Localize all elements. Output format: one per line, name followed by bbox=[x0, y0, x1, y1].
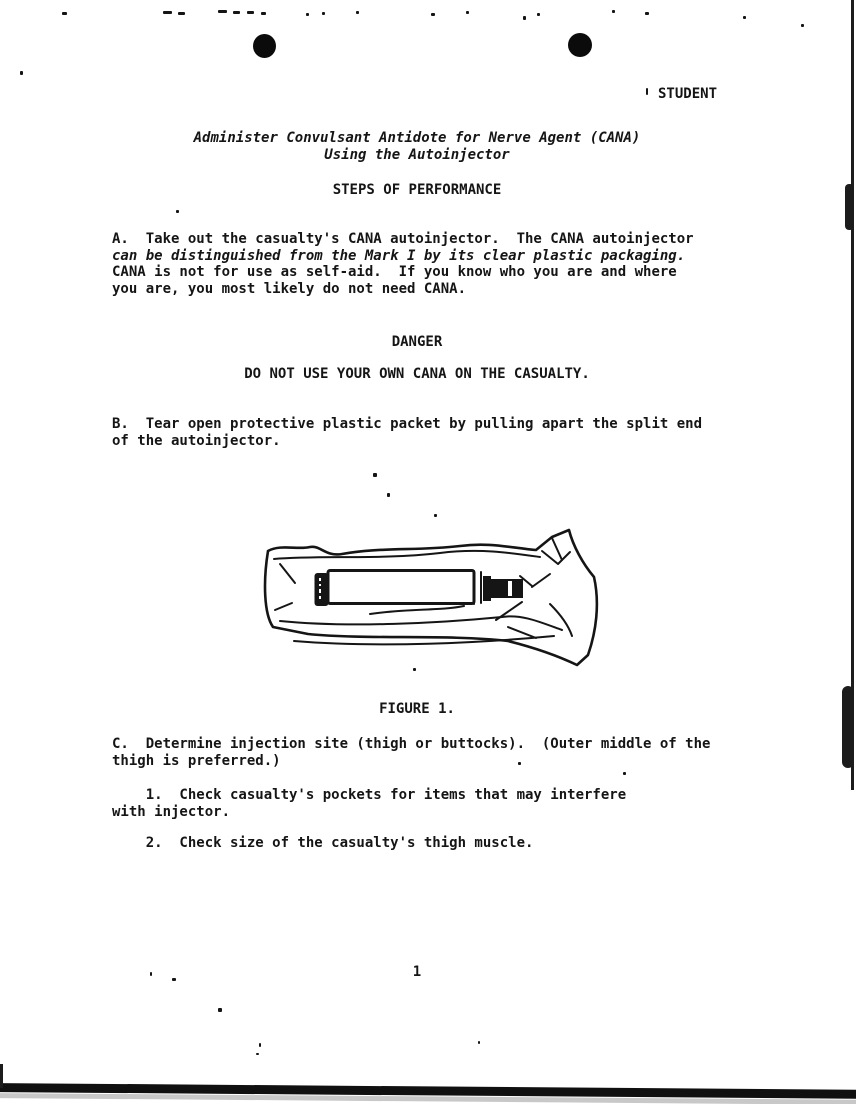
packet-fold-line bbox=[274, 551, 540, 559]
injector-body bbox=[328, 571, 474, 604]
scan-speck bbox=[306, 13, 309, 16]
scan-speck bbox=[62, 12, 67, 15]
step-a-paragraph bbox=[112, 231, 694, 297]
scan-speck bbox=[247, 11, 254, 14]
packet-crinkle bbox=[275, 603, 292, 610]
injector-tip-band bbox=[508, 581, 512, 596]
scan-speck bbox=[645, 12, 649, 15]
text-line: C. Determine injection site (thigh or buttocks). (Outer middle of the bbox=[112, 736, 711, 752]
scan-speck bbox=[218, 10, 227, 13]
scan-speck bbox=[431, 13, 435, 16]
packet-fold-line bbox=[280, 616, 562, 630]
packet-crinkle bbox=[550, 604, 572, 636]
scan-speck bbox=[176, 210, 179, 213]
scan-speck bbox=[612, 10, 615, 13]
packet-crinkle bbox=[370, 606, 464, 614]
scan-edge-blob bbox=[842, 686, 854, 768]
scan-speck bbox=[218, 1008, 222, 1012]
packet-crinkle bbox=[508, 627, 536, 638]
step-c-item-1 bbox=[112, 787, 626, 820]
scan-speck bbox=[163, 11, 172, 14]
scan-speck bbox=[743, 16, 746, 19]
figure-1 bbox=[250, 524, 602, 670]
scan-edge-blob bbox=[845, 184, 854, 230]
scan-speck bbox=[322, 12, 325, 15]
packet-crinkle bbox=[280, 564, 295, 583]
section-heading: STEPS OF PERFORMANCE bbox=[332, 182, 502, 198]
scan-speck bbox=[261, 12, 266, 15]
injector-safety-tip bbox=[483, 579, 523, 598]
scan-speck bbox=[523, 16, 526, 20]
text-line: CANA is not for use as self-aid. If you know who you are and where bbox=[112, 264, 677, 280]
text-line: 2. Check size of the casualty's thigh muscle. bbox=[112, 835, 534, 851]
packet-flap-crease bbox=[552, 538, 562, 560]
scan-speck bbox=[259, 1043, 261, 1047]
scan-speck bbox=[434, 514, 437, 517]
scan-speck bbox=[373, 473, 377, 477]
step-b-paragraph bbox=[112, 416, 702, 449]
danger-label: DANGER bbox=[391, 334, 443, 350]
scan-speck bbox=[478, 1041, 480, 1044]
scan-speck bbox=[466, 11, 469, 14]
classification-label: STUDENT bbox=[658, 86, 718, 102]
text-line: of the autoinjector. bbox=[112, 432, 281, 449]
packet-crinkle bbox=[532, 574, 550, 587]
text-line: you are, you most likely do not need CANA. bbox=[112, 280, 467, 297]
injector-end-cap bbox=[315, 573, 329, 606]
text-line: A. Take out the casualty's CANA autoinjector. The CANA autoinjector bbox=[112, 231, 694, 247]
injector-label-text bbox=[319, 589, 321, 593]
punch-hole-right bbox=[568, 33, 592, 57]
text-line: with injector. bbox=[112, 803, 231, 820]
scan-speck bbox=[356, 11, 359, 14]
injector-label-text bbox=[319, 584, 321, 586]
document-title bbox=[87, 130, 747, 163]
title-line: Administer Convulsant Antidote for Nerve Agent (CANA) bbox=[193, 130, 641, 146]
autoinjector-packet-illustration bbox=[250, 524, 602, 670]
punch-hole-left bbox=[253, 34, 276, 58]
packet-flap-crease bbox=[542, 551, 570, 564]
scan-edge-line bbox=[851, 0, 854, 790]
title-line: Using the Autoinjector bbox=[324, 146, 510, 163]
scan-speck bbox=[646, 88, 648, 95]
danger-warning: DO NOT USE YOUR OWN CANA ON THE CASUALTY. bbox=[244, 366, 590, 382]
injector-label-text bbox=[319, 578, 321, 581]
text-line: thigh is preferred.) bbox=[112, 752, 281, 769]
scan-speck bbox=[256, 1053, 259, 1055]
step-c-item-2 bbox=[112, 835, 533, 852]
text-line: B. Tear open protective plastic packet by pulling apart the split end bbox=[112, 416, 703, 432]
text-line: 1. Check casualty's pockets for items that may interfere bbox=[112, 787, 627, 803]
step-c-paragraph bbox=[112, 736, 710, 769]
scan-speck bbox=[233, 11, 240, 14]
scan-speck bbox=[20, 71, 23, 75]
scan-speck bbox=[801, 24, 804, 27]
scan-speck bbox=[387, 493, 390, 497]
scan-corner-tick bbox=[0, 1064, 3, 1088]
scan-speck bbox=[623, 772, 626, 775]
page-number: 1 bbox=[412, 964, 422, 980]
scan-speck bbox=[537, 13, 540, 16]
figure-caption: FIGURE 1. bbox=[379, 701, 455, 717]
text-line: can be distinguished from the Mark I by its clear plastic packaging. bbox=[112, 247, 686, 264]
injector-label-text bbox=[319, 596, 321, 599]
scan-speck bbox=[178, 12, 185, 15]
